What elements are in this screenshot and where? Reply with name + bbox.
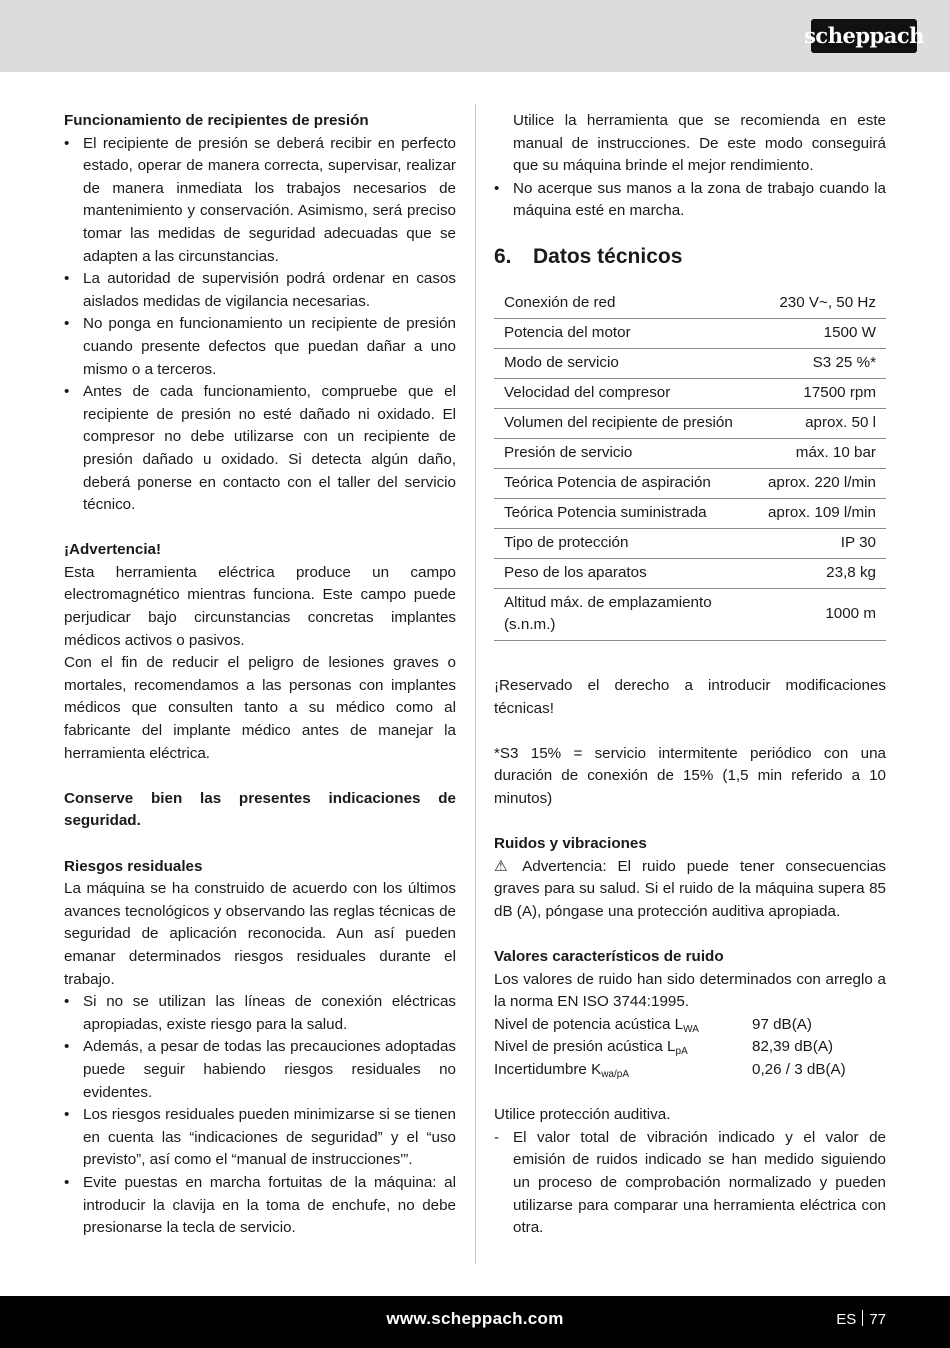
keep-instructions-note: Conserve bien las presentes indicaciones de seguridad. <box>64 789 456 830</box>
section-title: Datos técnicos <box>533 244 683 268</box>
tech-label: Teórica Potencia suministrada <box>494 498 758 528</box>
tech-row <box>494 588 886 640</box>
hearing-protection-note: Utilice protección auditiva. <box>494 1106 671 1124</box>
heading-pressure-vessels: Funcionamiento de recipientes de presión <box>64 112 369 129</box>
bullet-item: • Antes de cada funcionamiento, compruebe que el recipiente de presión no esté dañado ni oxidado. El compresor no debe utilizarse con un recipiente de presión dañado u oxidado. Si detecta algún daño, deberá ponerse en contacto con el taller del servicio técnico. <box>64 383 456 514</box>
tech-label: Teórica Potencia de aspiración <box>494 468 758 498</box>
tech-row <box>494 289 886 319</box>
language-code: ES <box>836 1311 857 1328</box>
bullet-item: • Evite puestas en marcha fortuitas de la máquina: al introducir la clavija en la toma de enchufe, no debe presionarse la tecla de servicio. <box>64 1173 456 1237</box>
tech-label: Tipo de protección <box>494 528 758 558</box>
tech-value: 23,8 kg <box>758 558 886 588</box>
header-bar <box>0 0 950 72</box>
tech-value: aprox. 220 l/min <box>758 468 886 498</box>
section-number: 6. <box>494 244 512 268</box>
bullet-item: • Si no se utilizan las líneas de conexión eléctricas apropiadas, existe riesgo para la salud. <box>64 993 456 1033</box>
heading-residual-risks: Riesgos residuales <box>64 857 203 875</box>
bullet-item: • Los riesgos residuales pueden minimizarse si se tienen en cuenta las “indicaciones de seguridad” y el “uso previsto”, así como el “manual de instrucciones'”. <box>64 1106 456 1169</box>
tech-value: 17500 rpm <box>758 378 886 408</box>
heading-warning: ¡Advertencia! <box>64 541 162 559</box>
tech-value: 230 V~, 50 Hz <box>758 289 886 319</box>
tech-row <box>494 528 886 558</box>
tech-label: Altitud máx. de emplazamiento (s.n.m.) <box>494 588 758 640</box>
bullet-item: • La autoridad de supervisión podrá ordenar en casos aislados medidas de vigilancia necesarias. <box>64 270 456 310</box>
warning-paragraph: Con el fin de reducir el peligro de lesiones graves o mortales, recomendamos a las personas con implantes médicos que consulten tanto a su médico como al fabricante del implante médico antes de manejar la herramienta eléctrica. <box>64 654 456 762</box>
noise-warning: ⚠ Advertencia: El ruido puede tener consecuencias graves para su salud. Si el ruido de la máquina supera 85 dB (A), póngase una protección auditiva apropiada. <box>494 857 886 920</box>
tech-row <box>494 348 886 378</box>
right-column <box>494 110 886 1240</box>
footer-url: www.scheppach.com <box>386 1309 564 1328</box>
warning-paragraph: Esta herramienta eléctrica produce un campo electromagnético mientras funciona. Este campo puede perjudicar bajo circunstancias concretas implantes médicos activos o pasivos. <box>64 563 456 649</box>
section-heading <box>494 243 886 271</box>
residual-intro: La máquina se ha construido de acuerdo con los últimos avances tecnológicos y observando las reglas técnicas de seguridad de aplicación reconocida. Aun así pueden emanar determinados riesgos residuales durante el trabajo. <box>64 880 456 988</box>
noise-values-intro: Los valores de ruido han sido determinados con arreglo a la norma EN ISO 3744:1995. <box>494 970 886 1011</box>
heading-noise-values: Valores característicos de ruido <box>494 948 724 966</box>
noise-label: Incertidumbre $K_{wa/pA}$ <box>494 1061 629 1081</box>
brand-logo: scheppach <box>811 19 917 53</box>
column-divider <box>475 104 476 1264</box>
tech-value: IP 30 <box>758 528 886 558</box>
dash-item: - El valor total de vibración indicado y el valor de emisión de ruidos indicado se han medido siguiendo un proceso de comprobación normalizado y pueden utilizarse para comparar una herramienta eléctrica con otra. <box>494 1128 886 1237</box>
bullet-item: • No acerque sus manos a la zona de trabajo cuando la máquina esté en marcha. <box>494 179 886 220</box>
bullet-item: • Además, a pesar de todas las precauciones adoptadas puede seguir habiendo riesgos residuales no evidentes. <box>64 1038 456 1101</box>
warning-triangle-icon: ⚠ <box>494 857 508 875</box>
continued-paragraph: Utilice la herramienta que se recomienda en este manual de instrucciones. De este modo conseguirá que su máquina brinde el mejor rendimiento. <box>513 112 886 175</box>
tech-label: Velocidad del compresor <box>494 378 758 408</box>
tech-row <box>494 468 886 498</box>
tech-value: 1500 W <box>758 318 886 348</box>
noise-value-row <box>494 1014 886 1037</box>
tech-label: Potencia del motor <box>494 318 758 348</box>
noise-value-row <box>494 1036 886 1059</box>
tech-label: Modo de servicio <box>494 348 758 378</box>
tech-value: aprox. 109 l/min <box>758 498 886 528</box>
tech-label: Conexión de red <box>494 289 758 319</box>
tech-label: Volumen del recipiente de presión <box>494 408 758 438</box>
noise-label: Nivel de potencia acústica $L_{WA}$ <box>494 1015 699 1035</box>
tech-row <box>494 318 886 348</box>
footer-bar <box>0 1296 950 1348</box>
tech-row <box>494 378 886 408</box>
noise-value: 0,26 / 3 dB(A) <box>752 1061 846 1079</box>
tech-row <box>494 438 886 468</box>
tech-row <box>494 558 886 588</box>
tech-row <box>494 408 886 438</box>
page-number: 77 <box>869 1311 886 1328</box>
page-indicator <box>836 1309 886 1332</box>
s3-note: *S3 15% = servicio intermitente periódico con una duración de conexión de 15% (1,5 min referido a 10 minutos) <box>494 744 886 807</box>
tech-label: Peso de los aparatos <box>494 558 758 588</box>
tech-value: 1000 m <box>758 588 886 640</box>
tech-row <box>494 498 886 528</box>
reserved-note: ¡Reservado el derecho a introducir modificaciones técnicas! <box>494 676 886 717</box>
tech-data-table <box>494 289 886 641</box>
left-column <box>64 110 456 1240</box>
bullet-item: • El recipiente de presión se deberá recibir en perfecto estado, operar de manera correcta, supervisar, realizar de manera inmediata los trabajos necesarios de mantenimiento y conservación. Asimismo, será preciso tomar las medidas de seguridad adecuadas que se adapten a las circunstancias. <box>64 134 456 265</box>
heading-noise-vibration: Ruidos y vibraciones <box>494 835 647 853</box>
noise-value-row <box>494 1059 886 1082</box>
bullet-item: • No ponga en funcionamiento un recipiente de presión cuando presente defectos que puedan dañar a uno mismo o a terceros. <box>64 315 456 378</box>
noise-label: Nivel de presión acústica $L_{pA}$ <box>494 1038 688 1058</box>
tech-value: aprox. 50 l <box>758 408 886 438</box>
tech-value: S3 25 %* <box>758 348 886 378</box>
noise-value: 97 dB(A) <box>752 1015 812 1033</box>
noise-value: 82,39 dB(A) <box>752 1038 834 1056</box>
tech-value: máx. 10 bar <box>758 438 886 468</box>
tech-label: Presión de servicio <box>494 438 758 468</box>
